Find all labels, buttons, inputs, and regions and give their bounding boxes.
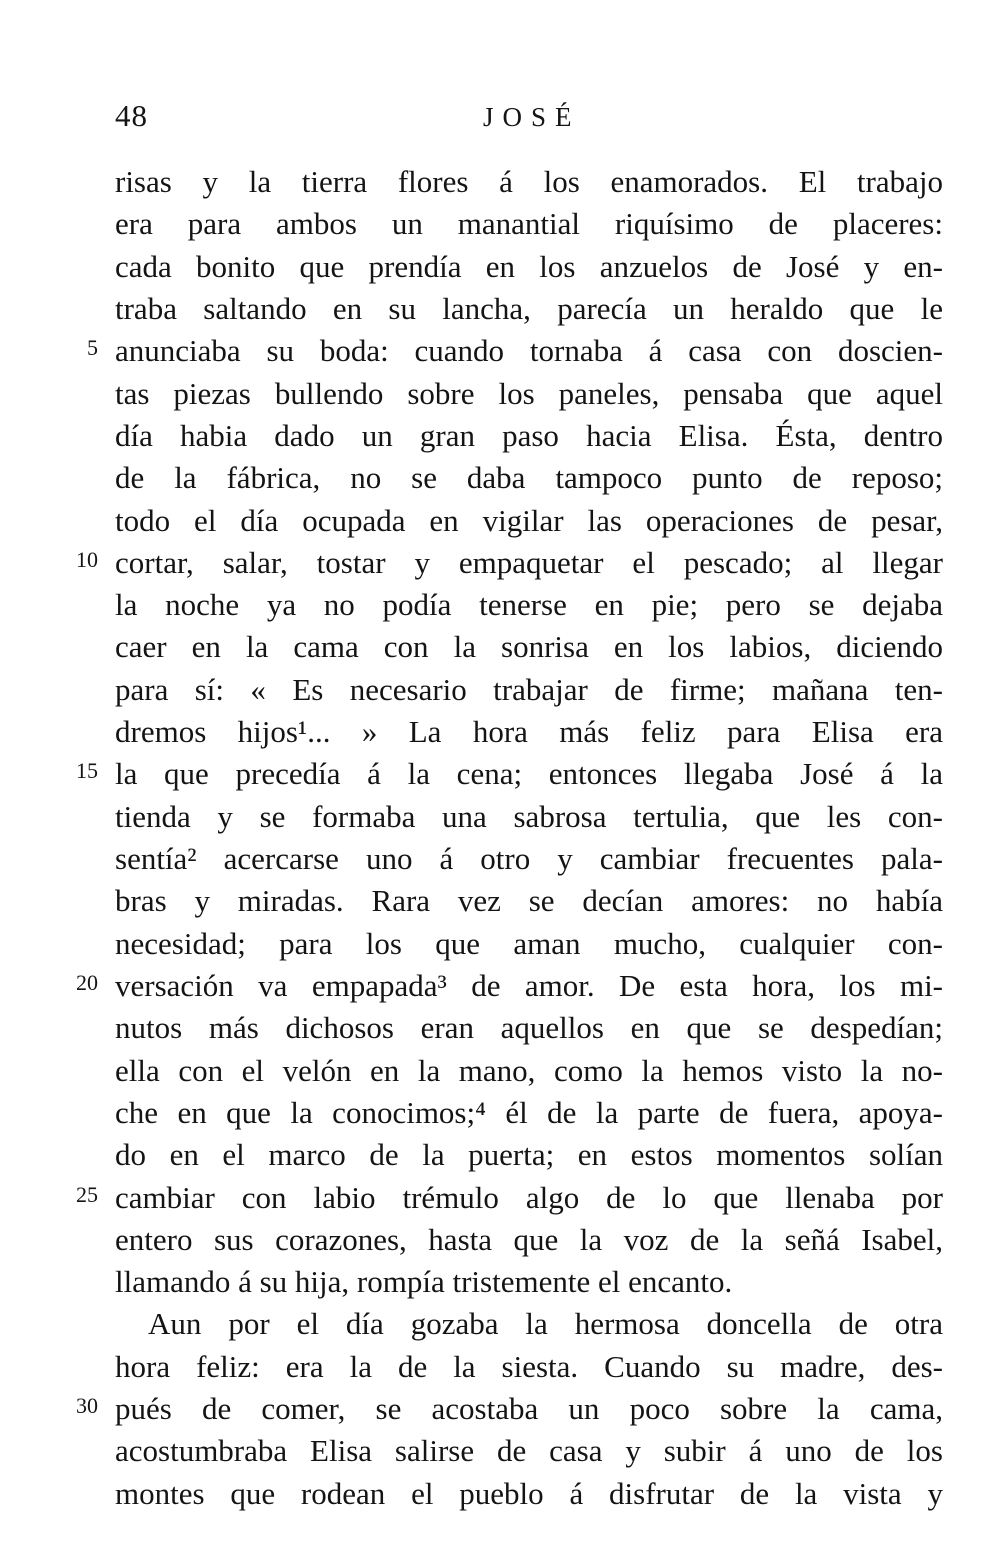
- text-line: [0, 163, 1000, 205]
- line-text: necesidad; para los que aman mucho, cualquier con-: [115, 925, 943, 961]
- text-line: [0, 1263, 1000, 1305]
- line-number: 5: [87, 335, 98, 361]
- text-line: [0, 290, 1000, 332]
- line-number: 20: [76, 969, 98, 995]
- text-line: [0, 459, 1000, 501]
- line-text: hora feliz: era la de la siesta. Cuando su madre, des-: [115, 1348, 943, 1384]
- text-line: [0, 1136, 1000, 1178]
- running-title: JOSÉ: [483, 102, 581, 132]
- line-text: de la fábrica, no se daba tampoco punto de reposo;: [115, 460, 943, 496]
- line-number: 10: [76, 546, 98, 572]
- line-text: che en que la conocimos;⁴ él de la parte de fuera, apoya-: [115, 1094, 943, 1130]
- line-text: do en el marco de la puerta; en estos momentos solían: [115, 1137, 943, 1173]
- line-text: ella con el velón en la mano, como la hemos visto la no-: [115, 1052, 943, 1088]
- page-header: [0, 98, 1000, 142]
- line-text: sentía² acercarse uno á otro y cambiar frecuentes pala-: [115, 841, 943, 876]
- text-line: [0, 417, 1000, 459]
- line-text: cada bonito que prendía en los anzuelos de José y en-: [115, 248, 943, 284]
- line-number: 25: [76, 1181, 98, 1207]
- text-line: [0, 332, 1000, 374]
- line-number: 30: [76, 1393, 98, 1419]
- text-line: [0, 1348, 1000, 1390]
- text-line: [0, 628, 1000, 670]
- line-text: risas y la tierra flores á los enamorados. El trabajo: [115, 164, 943, 199]
- text-line: [0, 1179, 1000, 1221]
- line-text: para sí: « Es necesario trabajar de firme; mañana ten-: [115, 671, 943, 707]
- line-text: día habia dado un gran paso hacia Elisa. Ésta, dentro: [115, 417, 943, 453]
- line-text: montes que rodean el pueblo á disfrutar de la vista y: [115, 1475, 943, 1511]
- line-text: todo el día ocupada en vigilar las operaciones de pesar,: [115, 502, 943, 538]
- line-text: dremos hijos¹... » La hora más feliz para Elisa era: [115, 714, 943, 750]
- line-text: anunciaba su boda: cuando tornaba á casa con doscien-: [115, 333, 943, 369]
- line-text: acostumbraba Elisa salirse de casa y subir á uno de los: [115, 1433, 943, 1469]
- text-line: [0, 1052, 1000, 1094]
- line-text: la que precedía á la cena; entonces llegaba José á la: [115, 756, 943, 792]
- line-text: era para ambos un manantial riquísimo de placeres:: [115, 206, 943, 242]
- text-line: [0, 882, 1000, 924]
- page-number: 48: [115, 98, 148, 133]
- text-line: [0, 967, 1000, 1009]
- text-line: [0, 755, 1000, 797]
- text-line: [0, 713, 1000, 755]
- body-text: [0, 163, 1000, 1517]
- text-line: [0, 1475, 1000, 1517]
- line-text: cortar, salar, tostar y empaquetar el pescado; al llegar: [115, 544, 943, 580]
- text-line: [0, 375, 1000, 417]
- text-line: [0, 1305, 1000, 1347]
- text-line: [0, 544, 1000, 586]
- text-line: [0, 1221, 1000, 1263]
- text-line: [0, 798, 1000, 840]
- line-text: tienda y se formaba una sabrosa tertulia, que les con-: [115, 798, 943, 834]
- text-line: [0, 502, 1000, 544]
- line-number: 15: [76, 758, 98, 784]
- text-line: [0, 1390, 1000, 1432]
- line-text: llamando á su hija, rompía tristemente el encanto.: [115, 1264, 733, 1300]
- text-line: [0, 248, 1000, 290]
- line-text: pués de comer, se acostaba un poco sobre la cama,: [115, 1391, 943, 1427]
- text-line: [0, 840, 1000, 882]
- line-text: cambiar con labio trémulo algo de lo que llenaba por: [115, 1179, 943, 1215]
- line-text: versación va empapada³ de amor. De esta hora, los mi-: [115, 967, 943, 1003]
- text-line: [0, 205, 1000, 247]
- line-text: tas piezas bullendo sobre los paneles, pensaba que aquel: [115, 375, 943, 411]
- line-text: caer en la cama con la sonrisa en los labios, diciendo: [115, 629, 943, 665]
- text-line: [0, 925, 1000, 967]
- line-text: nutos más dichosos eran aquellos en que se despedían;: [115, 1010, 943, 1046]
- text-line: [0, 671, 1000, 713]
- line-text: la noche ya no podía tenerse en pie; pero se dejaba: [115, 587, 943, 623]
- text-line: [0, 1094, 1000, 1136]
- text-line: [0, 1009, 1000, 1051]
- line-text: bras y miradas. Rara vez se decían amores: no había: [115, 883, 943, 919]
- line-text: traba saltando en su lancha, parecía un heraldo que le: [115, 290, 943, 326]
- line-text: Aun por el día gozaba la hermosa doncella de otra: [148, 1306, 943, 1342]
- text-line: [0, 1432, 1000, 1474]
- text-line: [0, 586, 1000, 628]
- line-text: entero sus corazones, hasta que la voz de la señá Isabel,: [115, 1221, 943, 1257]
